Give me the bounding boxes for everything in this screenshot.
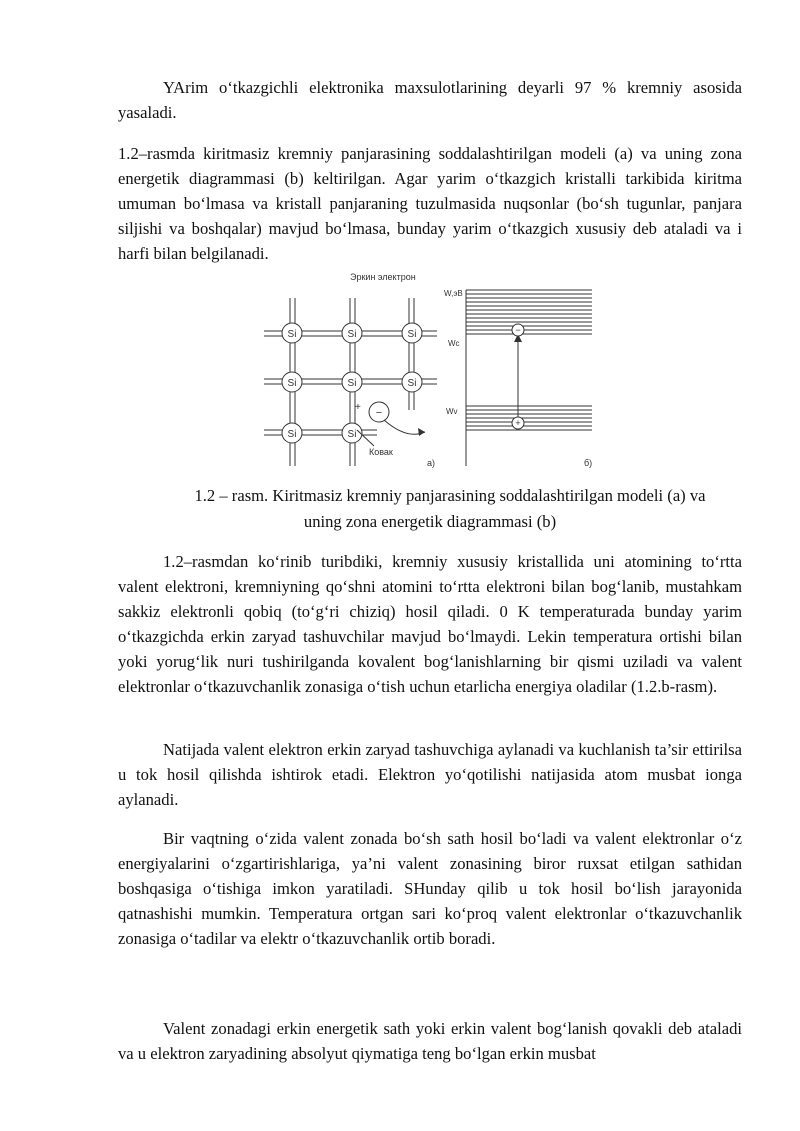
atom-label: Si <box>347 429 357 440</box>
band-diagram <box>466 290 592 466</box>
wv-label: Wv <box>446 407 458 416</box>
figure-1-2 <box>262 270 602 476</box>
paragraph-4: Natijada valent elektron erkin zaryad tashuvchiga aylanadi va kuchlanish ta’sir ettirilsa u tok hosil qilishda ishtirok etadi. Elektron yo‘qotilishi natijasida atom musbat ionga aylanadi. <box>118 740 742 809</box>
atom-label: Si <box>347 378 357 389</box>
atom-label: Si <box>407 378 417 389</box>
energy-axis-label: W,эВ <box>444 289 463 298</box>
hole-label: Ковак <box>369 447 393 457</box>
wc-label: Wc <box>448 339 460 348</box>
atom-label: Si <box>287 429 297 440</box>
panel-a-label: a) <box>427 458 436 468</box>
atom-label: Si <box>287 329 297 340</box>
arrow-head <box>418 428 425 436</box>
atoms <box>282 323 422 443</box>
atom-label: Si <box>287 378 297 389</box>
paragraph-5: Bir vaqtning o‘zida valent zonada bo‘sh sath hosil bo‘ladi va valent elektronlar o‘z energiyalarini o‘zgartirishlariga, ya’ni valent zonasining biror ruxsat etilgan sathidan boshqasiga o‘tishiga imkon yaratiladi. SHunday qilib u tok hosil bo‘lish jarayonida qatnashishi mumkin. Temperatura ortgan sari ko‘proq valent elektronlar o‘tkazuvchanlik zonasiga o‘tadilar va elektr o‘tkazuvchanlik ortib boradi. <box>118 829 742 948</box>
figure-caption-line-2: uning zona energetik diagrammasi (b) <box>303 512 557 531</box>
atom-label: Si <box>347 329 357 340</box>
figure-caption-line-1: 1.2 – rasm. Kiritmasiz kremniy panjarasining soddalashtirilgan modeli (a) va <box>194 486 706 505</box>
atom-label: Si <box>407 329 417 340</box>
valence-hole-sign: + <box>515 418 521 428</box>
free-electron-label: Эркин электрон <box>350 272 416 282</box>
paragraph-2: 1.2–rasmda kiritmasiz kremniy panjarasining soddalashtirilgan modeli (a) va uning zona energetik diagrammasi (b) keltirilgan. Agar yarim o‘tkazgich kristalli tarkibida kiritma umuman bo‘lmasa va kristall panjaraning tuzulmasida nuqsonlar (bo‘sh tugunlar, panjara siljishi va boshqalar) mavjud bo‘lmasa, bunday yarim o‘tkazgich xususiy deb ataladi va i harfi bilan belgilanadi. <box>118 144 742 263</box>
paragraph-3: 1.2–rasmdan ko‘rinib turibdiki, kremniy xususiy kristallida uni atomining to‘rtta valent elektroni, kremniyning qo‘shni atomini to‘rtta elektroni bilan bog‘lanib, mustahkam sakkiz elektronli qobiq (to‘g‘ri chiziq) hosil qiladi. 0 K temperaturada bunday yarim o‘tkazgichda erkin zaryad tashuvchilar mavjud bo‘lmaydi. Lekin temperatura ortishi bilan yoki yorug‘lik nuri tushirilganda kovalent bog‘lanishlarning bir qismi uziladi va valent elektronlar o‘tkazuvchanlik zonasiga o‘tish uchun etarlicha energiya oladilar (1.2.b-rasm). <box>118 552 742 696</box>
free-electron-sign: − <box>375 407 383 419</box>
conduction-electron-sign: − <box>515 325 521 335</box>
hole-plus-sign: + <box>355 402 361 413</box>
paragraph-6: Valent zonadagi erkin energetik sath yoki erkin valent bog‘lanish qovakli deb ataladi va u elektron zaryadining absolyut qiymatiga teng bo‘lgan erkin musbat <box>118 1019 742 1063</box>
paragraph-1: YArim o‘tkazgichli elektronika maxsulotlarining deyarli 97 % kremniy asosida yasaladi. <box>118 78 742 122</box>
panel-b-label: б) <box>584 458 593 468</box>
